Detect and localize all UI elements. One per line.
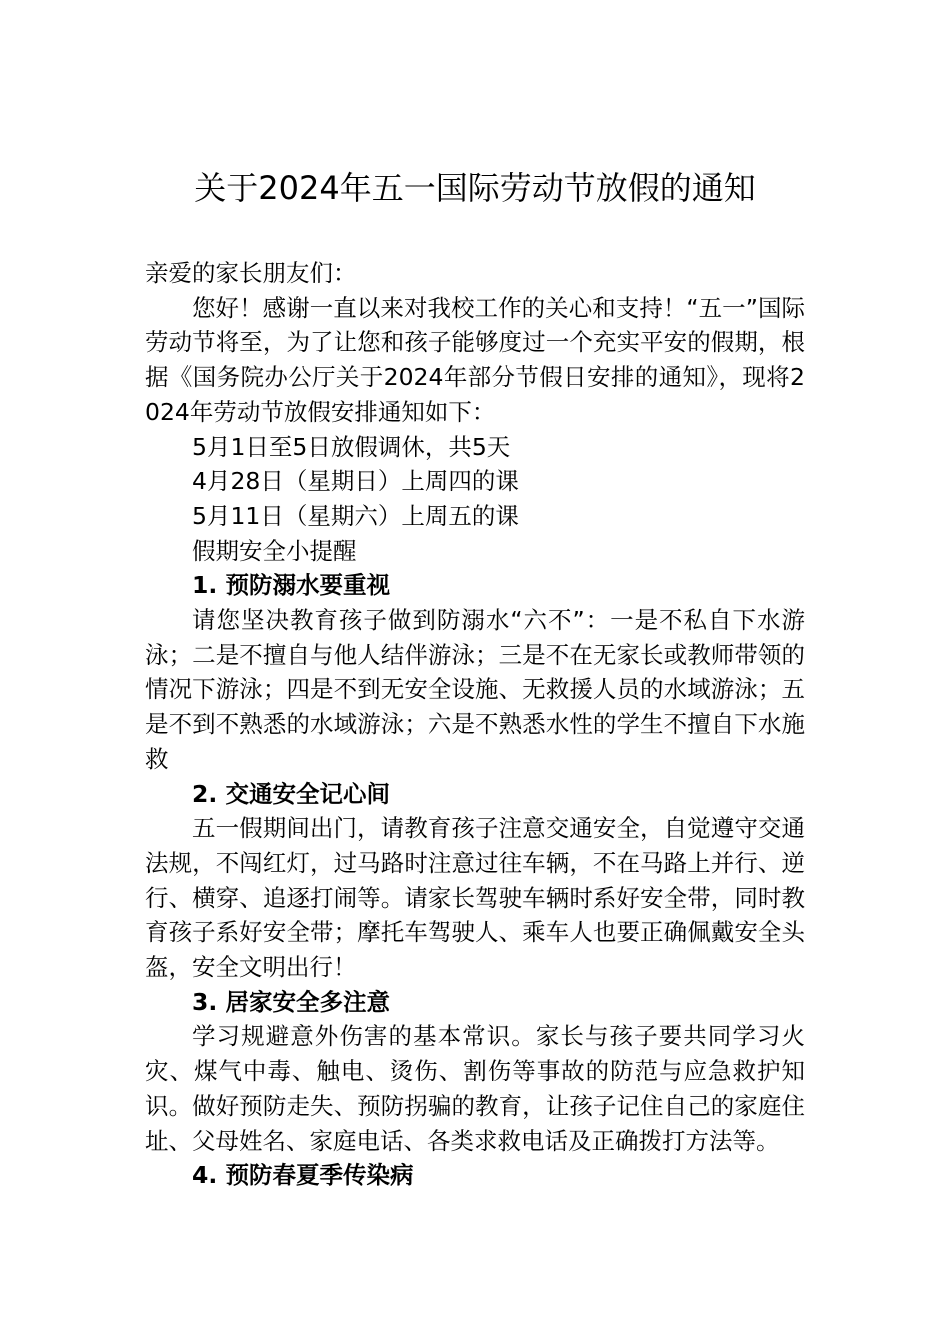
intro-paragraph: 您好！感谢一直以来对我校工作的关心和支持！“五一”国际劳动节将至，为了让您和孩子能够度过一个充实平安的假期，根据《国务院办公厅关于2024年部分节假日安排的通知》，现将2024年劳动节放假安排通知如下： [145, 293, 805, 426]
section-text: 请您坚决教育孩子做到防溺水“六不”：一是不私自下水游泳；二是不擅自与他人结伴游泳；三是不在无家长或教师带领的情况下游泳；四是不到无安全设施、无救援人员的水域游泳；五是不到不熟悉的水域游泳；六是不熟悉水性的学生不擅自下水施救 [145, 606, 805, 773]
section-heading: 1. 预防溺水要重视 [192, 571, 390, 600]
section-text: 学习规避意外伤害的基本常识。家长与孩子要共同学习火灾、煤气中毒、触电、烫伤、割伤等事故的防范与应急救护知识。做好预防走失、预防拐骗的教育，让孩子记住自己的家庭住址、父母姓名、家庭电话、各类求救电话及正确拨打方法等。 [145, 1022, 805, 1155]
section-heading: 2. 交通安全记心间 [192, 779, 390, 808]
schedule-item: 4月28日（星期日）上周四的课 [192, 467, 519, 496]
document-body [145, 256, 805, 1193]
section-text: 五一假期间出门，请教育孩子注意交通安全，自觉遵守交通法规，不闯红灯，过马路时注意过往车辆，不在马路上并行、逆行、横穿、追逐打闹等。请家长驾驶车辆时系好安全带，同时教育孩子系好安全带；摩托车驾驶人、乘车人也要正确佩戴安全头盔，安全文明出行！ [145, 814, 805, 982]
schedule-item: 5月1日至5日放假调休，共5天 [192, 432, 511, 461]
section-heading: 4. 预防春夏季传染病 [192, 1161, 414, 1190]
section-heading: 3. 居家安全多注意 [192, 987, 390, 1016]
greeting: 亲爱的家长朋友们： [145, 259, 357, 287]
tips-heading: 假期安全小提醒 [192, 536, 357, 565]
document-title: 关于2024年五一国际劳动节放假的通知 [194, 169, 756, 207]
schedule-item: 5月11日（星期六）上周五的课 [192, 501, 519, 530]
